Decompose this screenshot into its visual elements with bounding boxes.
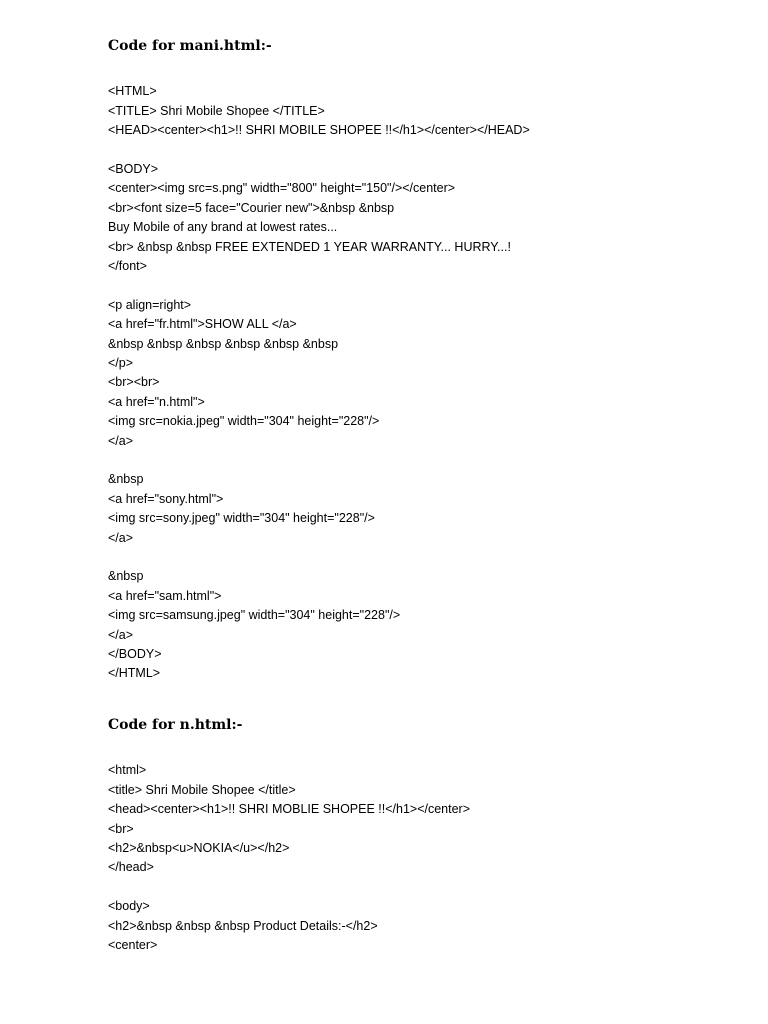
code-line: <BODY> <box>108 162 159 176</box>
code-line: <br><font size=5 face="Courier new">&nbsp &nbsp <box>108 200 395 215</box>
code-line: </a> <box>108 530 134 545</box>
code-line: <title> Shri Mobile Shopee </title> <box>108 782 296 797</box>
code-line: <h2>&nbsp &nbsp &nbsp Product Details:-</h2> <box>108 918 378 933</box>
code-line: <HEAD><center><h1>!! SHRI MOBILE SHOPEE !!</h1></center></HEAD> <box>108 123 530 138</box>
code-line: </font> <box>108 259 147 273</box>
code-line: &nbsp &nbsp &nbsp &nbsp &nbsp &nbsp <box>108 336 339 351</box>
code-line: <br> <box>108 821 134 836</box>
code-line: <html> <box>108 763 147 778</box>
code-line: <a href="n.html"> <box>108 394 205 409</box>
code-line: <img src=sony.jpeg" width="304" height="228"/> <box>108 511 375 526</box>
section-heading: Code for n.html:- <box>108 717 243 733</box>
code-line: </a> <box>108 627 134 642</box>
code-line: <center><img src=s.png" width="800" height="150"/></center> <box>108 181 456 196</box>
code-line: <img src=samsung.jpeg" width="304" height="228"/> <box>108 608 401 623</box>
code-line: </head> <box>108 860 154 875</box>
code-line: </a> <box>108 433 134 448</box>
code-line: </HTML> <box>108 666 161 681</box>
code-line: <body> <box>108 899 150 914</box>
code-line: <h2>&nbsp<u>NOKIA</u></h2> <box>108 841 290 855</box>
code-line: </p> <box>108 356 134 370</box>
code-line: Buy Mobile of any brand at lowest rates... <box>108 220 338 235</box>
code-line: <head><center><h1>!! SHRI MOBLIE SHOPEE !!</h1></center> <box>108 802 471 817</box>
code-line: <a href="sam.html"> <box>108 588 222 603</box>
code-line: <br><br> <box>108 375 160 390</box>
code-line: <a href="sony.html"> <box>108 491 224 506</box>
code-line: <HTML> <box>108 84 157 99</box>
section-heading: Code for mani.html:- <box>108 38 272 54</box>
code-line: </BODY> <box>108 647 162 661</box>
code-line: <a href="fr.html">SHOW ALL </a> <box>108 317 297 332</box>
code-line: <img src=nokia.jpeg" width="304" height="228"/> <box>108 414 380 429</box>
code-line: &nbsp <box>108 472 144 487</box>
code-line: &nbsp <box>108 569 144 584</box>
code-line: <TITLE> Shri Mobile Shopee </TITLE> <box>108 103 325 118</box>
code-line: <p align=right> <box>108 297 192 312</box>
code-line: <br> &nbsp &nbsp FREE EXTENDED 1 YEAR WARRANTY... HURRY...! <box>108 239 511 254</box>
code-line: <center> <box>108 938 158 952</box>
